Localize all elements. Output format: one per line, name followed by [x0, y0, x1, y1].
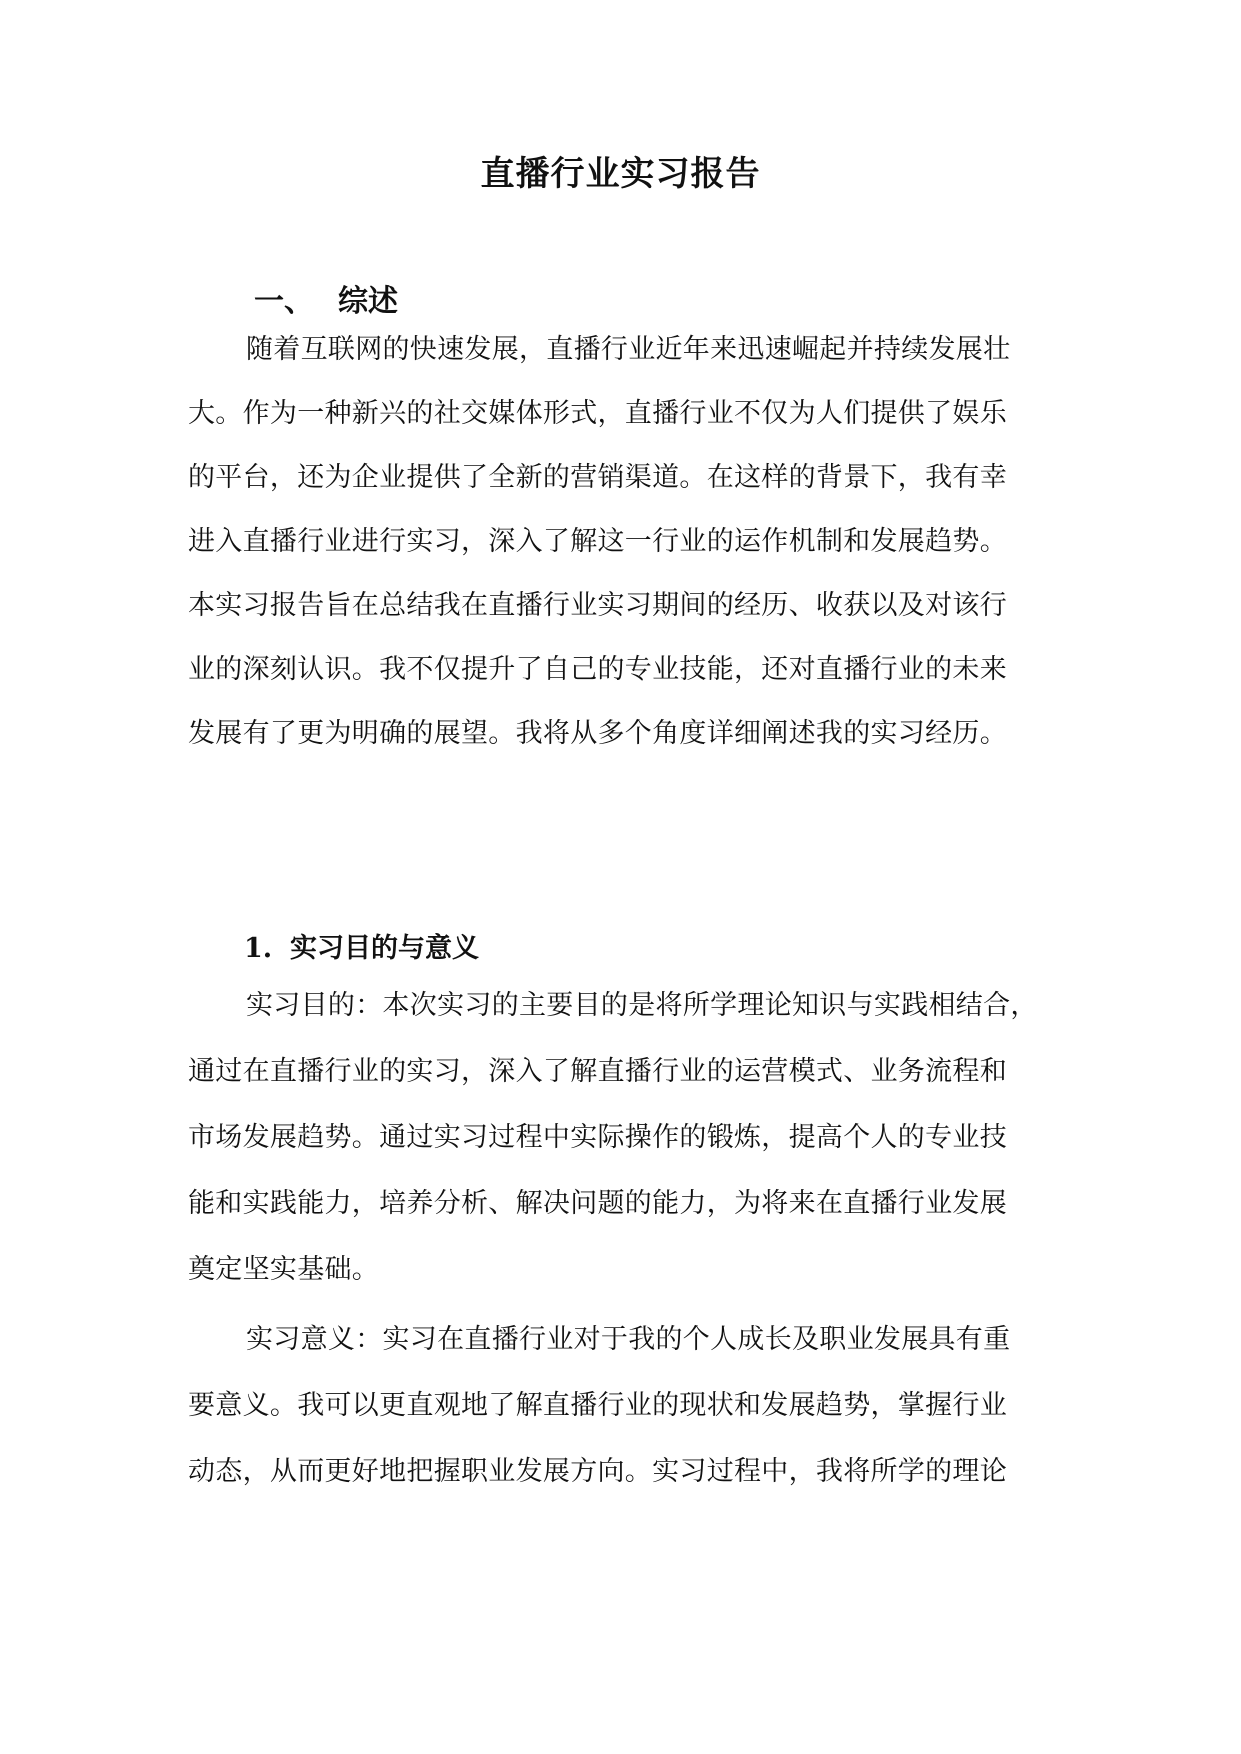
paragraph-line: 业的深刻认识。我不仅提升了自己的专业技能，还对直播行业的未来: [188, 654, 1007, 685]
paragraph-line: 进入直播行业进行实习，深入了解这一行业的运作机制和发展趋势。: [188, 526, 1007, 557]
document-title: 直播行业实习报告: [480, 154, 761, 194]
paragraph-line: 要意义。我可以更直观地了解直播行业的现状和发展趋势，掌握行业: [188, 1390, 1007, 1421]
paragraph-line: 动态，从而更好地把握职业发展方向。实习过程中，我将所学的理论: [188, 1456, 1007, 1487]
paragraph-line: 通过在直播行业的实习，深入了解直播行业的运营模式、业务流程和: [188, 1056, 1007, 1087]
section-heading-overview: [254, 282, 398, 322]
paragraph-line: 实习意义：实习在直播行业对于我的个人成长及职业发展具有重: [246, 1324, 1011, 1355]
paragraph-line: 发展有了更为明确的展望。我将从多个角度详细阐述我的实习经历。: [188, 718, 1007, 749]
paragraph-line: 本实习报告旨在总结我在直播行业实习期间的经历、收获以及对该行: [188, 590, 1007, 621]
subsection-heading-purpose: [244, 930, 479, 968]
paragraph-line: 的平台，还为企业提供了全新的营销渠道。在这样的背景下，我有幸: [188, 462, 1007, 493]
paragraph-line: 随着互联网的快速发展，直播行业近年来迅速崛起并持续发展壮: [246, 334, 1011, 365]
paragraph-line: 奠定坚实基础。: [188, 1254, 380, 1285]
section-number: 一、: [254, 284, 314, 319]
paragraph-line: 能和实践能力，培养分析、解决问题的能力，为将来在直播行业发展: [188, 1188, 1007, 1219]
subsection-title: 实习目的与意义: [290, 933, 479, 964]
subsection-number: 1.: [244, 933, 273, 964]
paragraph-line: 实习目的：本次实习的主要目的是将所学理论知识与实践相结合，: [246, 990, 1038, 1021]
section-title: 综述: [338, 284, 398, 319]
paragraph-line: 大。作为一种新兴的社交媒体形式，直播行业不仅为人们提供了娱乐: [188, 398, 1007, 429]
paragraph-line: 市场发展趋势。通过实习过程中实际操作的锻炼，提高个人的专业技: [188, 1122, 1007, 1153]
